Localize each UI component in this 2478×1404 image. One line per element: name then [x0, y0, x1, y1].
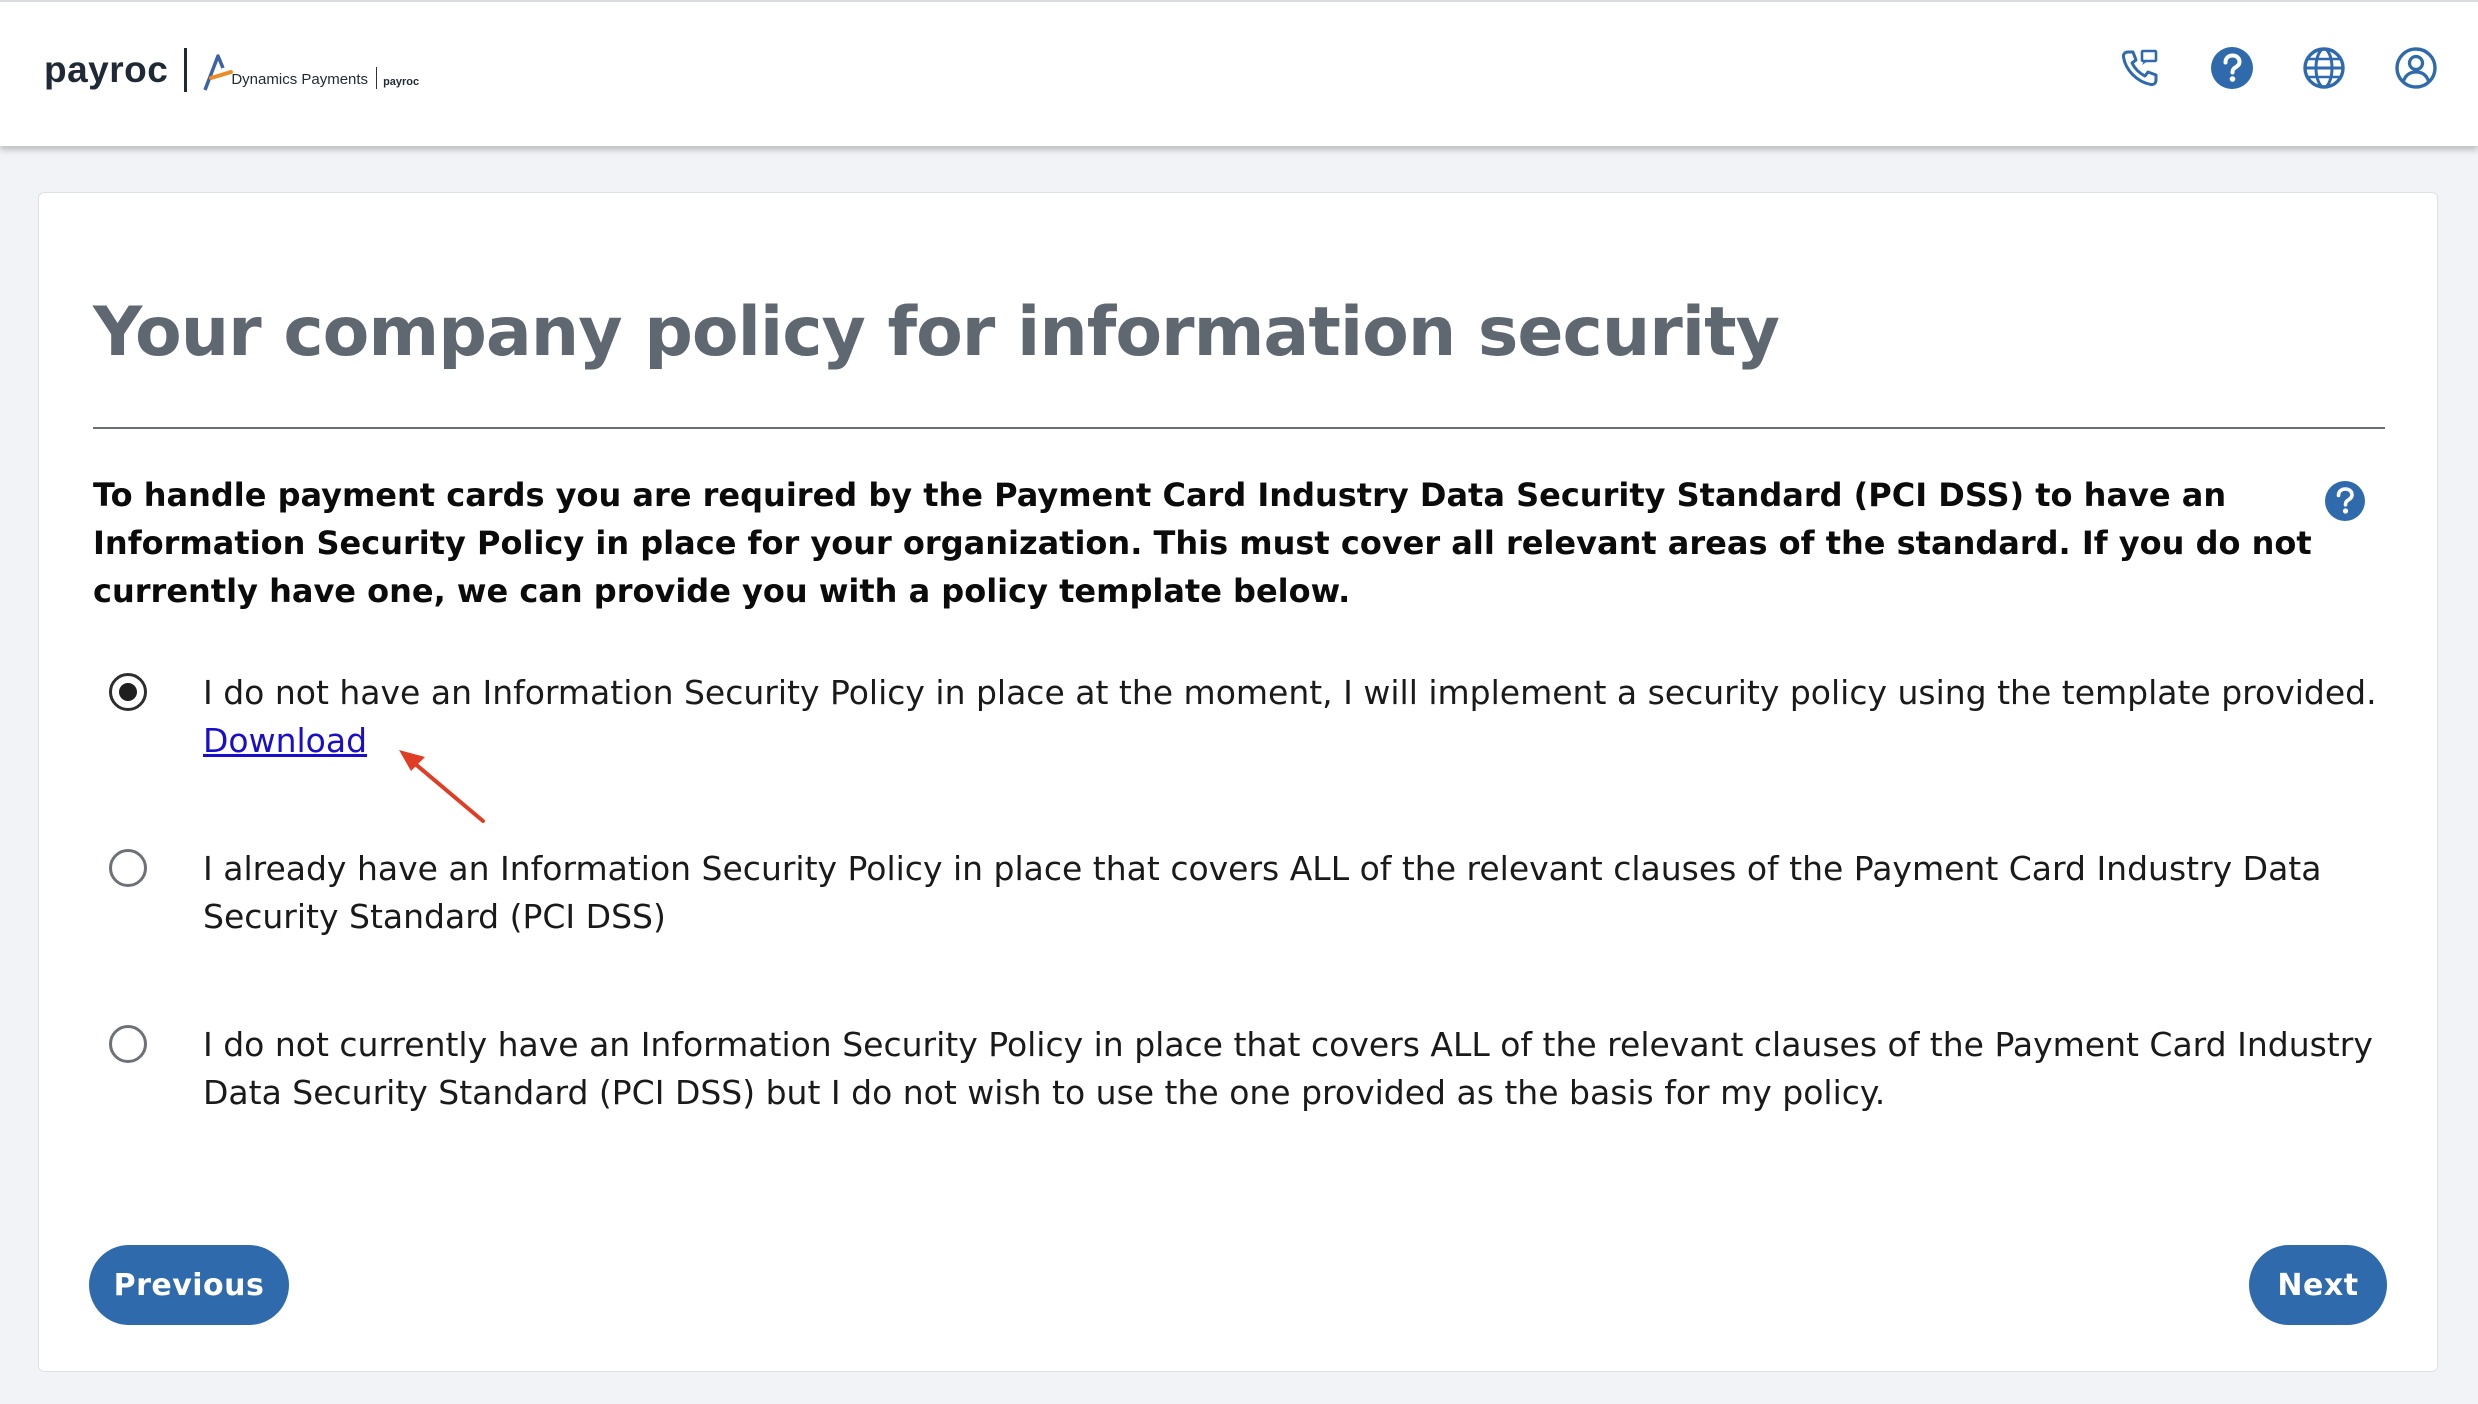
logo-wordmark: payroc [44, 49, 169, 90]
option-label: I do not have an Information Security Policy in place at the moment, I will implement a security policy using the template provided. [203, 673, 2377, 712]
top-navigation-bar [0, 0, 2478, 146]
radio-template-selected[interactable] [109, 673, 147, 711]
policy-option-own[interactable] [109, 1021, 2443, 1117]
logo-small-wordmark: payroc [383, 76, 420, 88]
policy-option-template[interactable] [109, 669, 2443, 765]
policy-card [38, 192, 2438, 1372]
option-text [203, 1021, 2443, 1117]
dynamics-logo-mark-icon [201, 52, 235, 92]
phone-icon[interactable] [2116, 44, 2164, 92]
question-circle-icon[interactable] [2323, 479, 2367, 523]
logo-small-divider [376, 67, 377, 89]
previous-button[interactable]: Previous [89, 1245, 289, 1325]
intro-text: To handle payment cards you are required by the Payment Card Industry Data Security Standard (PCI DSS) to have an Information Security Policy in place for your organization. This must cover all relevant areas of the standard. If you do not currently have one, we can provide you with a policy template below. [93, 476, 2312, 610]
title-divider [93, 427, 2385, 429]
option-text [203, 845, 2443, 941]
logo-divider [184, 48, 187, 92]
policy-option-existing[interactable] [109, 845, 2443, 941]
next-button[interactable]: Next [2249, 1245, 2387, 1325]
help-icon[interactable] [2208, 44, 2256, 92]
dynamics-payments-logo [201, 48, 419, 92]
globe-icon[interactable] [2300, 44, 2348, 92]
option-label: I do not currently have an Information Security Policy in place that covers ALL of the relevant clauses of the Payment Card Industry Data Security Standard (PCI DSS) but I do not wish to use the one provided as the basis for my policy. [203, 1025, 2373, 1112]
radio-own-policy[interactable] [109, 1025, 147, 1063]
option-label: I already have an Information Security Policy in place that covers ALL of the relevant clauses of the Payment Card Industry Data Security Standard (PCI DSS) [203, 849, 2322, 936]
radio-existing-policy[interactable] [109, 849, 147, 887]
logo-partner-text: Dynamics Payments [231, 71, 369, 88]
account-icon[interactable] [2392, 44, 2440, 92]
page-title: Your company policy for information security [93, 293, 1779, 372]
option-text [203, 669, 2443, 765]
header-actions [2116, 44, 2440, 92]
download-link[interactable]: Download [203, 721, 368, 760]
payroc-logo[interactable] [44, 42, 419, 98]
